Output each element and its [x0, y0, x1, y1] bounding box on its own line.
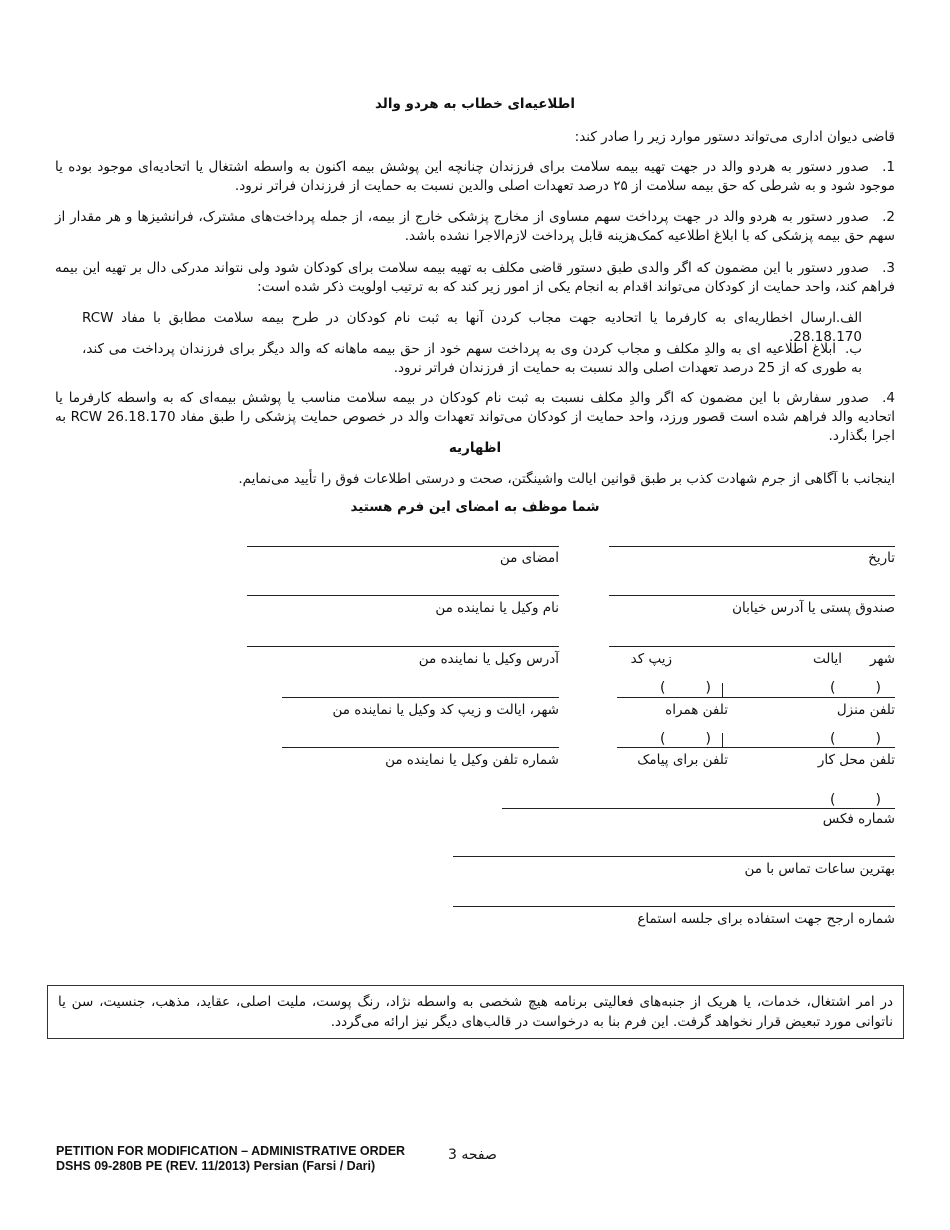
item-1 [55, 158, 895, 196]
city-label: شهر [870, 651, 895, 667]
work-phone-area-code: ( ) [830, 731, 881, 747]
attorney-name-label: نام وکیل یا نماینده من [435, 600, 559, 616]
intro-text: قاضی دیوان اداری می‌تواند دستور موارد زیر را صادر کند: [574, 129, 895, 145]
notice-title: اطلاعیه‌ای خطاب به هردو والد [374, 96, 576, 112]
item-4-number: 4. [882, 390, 895, 406]
signature-line[interactable] [247, 546, 559, 547]
page-number: صفحه 3 [448, 1147, 497, 1163]
street-address-label: صندوق پستی یا آدرس خیابان [732, 600, 895, 616]
fax-area-code: ( ) [830, 792, 881, 808]
fax-line[interactable] [502, 808, 895, 809]
best-hours-label: بهترین ساعات تماس با من [744, 861, 895, 877]
attorney-phone-label: شماره تلفن وکیل یا نماینده من [385, 752, 559, 768]
footer-form-number: DSHS 09-280B PE (REV. 11/2013) Persian (Farsi / Dari) [56, 1159, 376, 1173]
mobile-phone-label: تلفن همراه [665, 702, 728, 718]
attorney-city-state-zip-line[interactable] [282, 697, 559, 698]
nondiscrimination-notice: در امر اشتغال، خدمات، یا هریک از جنبه‌های فعالیتی برنامه هیچ شخصی به واسطه نژاد، رنگ پوست، ملیت اصلی، عقاید، مذهب، جنسیت، سن یا ناتوانی مورد تبعیض قرار نخواهد گرفت. این فرم بنا به درخواست در قالب‌های دیگر نیز ارائه می‌گردد. [47, 985, 904, 1039]
item-4 [55, 389, 895, 446]
mobile-phone-line[interactable] [617, 697, 722, 698]
attorney-address-line[interactable] [247, 646, 559, 647]
attorney-city-state-zip-label: شهر، ایالت و زیپ کد وکیل یا نماینده من [332, 702, 559, 718]
footer-form-info [56, 1144, 405, 1174]
date-label: تاریخ [868, 550, 895, 566]
city-state-zip-line[interactable] [609, 646, 895, 647]
declaration-text: اینجانب با آگاهی از جرم شهادت کذب بر طبق قوانین ایالت واشینگتن، صحت و درستی اطلاعات فوق را تأیید می‌نمایم. [238, 471, 895, 487]
home-phone-label: تلفن منزل [836, 702, 895, 718]
work-phone-label: تلفن محل کار [817, 752, 895, 768]
subitem-a-label: الف. [835, 310, 862, 326]
item-4-text: صدور سفارش با این مضمون که اگر والدِ مکلف نسبت به ثبت نام کودکان در بیمه سلامت مناسب یا پوشش بیمه‌ای که به واسطه کارفرما یا اتحادیه والد فراهم شده است قصور ورزد، واحد حمایت از کودکان می‌تواند تعهدات والد در خصوص حمایت پزشکی را طبق مفاد RCW 26.18.170 به اجرا بگذارد. [55, 390, 895, 444]
item-2 [55, 208, 895, 246]
zip-label: زیپ کد [630, 651, 672, 667]
item-3-number: 3. [882, 260, 895, 276]
item-2-number: 2. [882, 209, 895, 225]
signature-label: امضای من [499, 550, 559, 566]
declaration-title: اظهاریه [448, 440, 502, 456]
sign-required-text: شما موظف به امضای این فرم هستید [350, 499, 600, 515]
state-label: ایالت [813, 651, 842, 667]
message-phone-area-code: ( ) [660, 731, 711, 747]
home-phone-line[interactable] [722, 697, 895, 698]
subitem-b [82, 340, 862, 378]
home-phone-area-code: ( ) [830, 680, 881, 696]
attorney-name-line[interactable] [247, 595, 559, 596]
attorney-phone-line[interactable] [282, 747, 559, 748]
item-1-number: 1. [882, 159, 895, 175]
hearing-number-line[interactable] [453, 906, 895, 907]
item-1-text: صدور دستور به هردو والد در جهت تهیه بیمه سلامت برای فرزندان چنانچه این پوشش بیمه اکنون به واسطه اشتغال یا اتحادیه‌ای موجود بوده یا موجود شود و به شرطی که حق بیمه سلامت از ۲۵ درصد تعهدات اصلی والدین نسبت به حمایت از فرزندان فراتر نرود. [55, 159, 895, 194]
footer-form-title: PETITION FOR MODIFICATION – ADMINISTRATIVE ORDER [56, 1144, 406, 1158]
subitem-b-label: ب. [844, 341, 862, 357]
message-phone-label: تلفن برای پیامک [637, 752, 728, 768]
best-hours-line[interactable] [453, 856, 895, 857]
mobile-phone-area-code: ( ) [660, 680, 711, 696]
hearing-number-label: شماره ارجح جهت استفاده برای جلسه استماع [637, 911, 895, 927]
item-3-text: صدور دستور با این مضمون که اگر والدی طبق دستور قاضی مکلف به تهیه بیمه سلامت برای کودکان شود ولی نتواند مدرکی دال بر تهیه این بیمه فراهم کند، واحد حمایت از کودکان می‌تواند اقدام به انجام یکی از امور زیر کند که به ترتیب اولویت ذکر شده است: [55, 260, 895, 295]
work-phone-line[interactable] [722, 747, 895, 748]
message-phone-line[interactable] [617, 747, 722, 748]
fax-label: شماره فکس [822, 811, 895, 827]
attorney-address-label: آدرس وکیل یا نماینده من [418, 651, 559, 667]
street-address-line[interactable] [609, 595, 895, 596]
subitem-b-text: ابلاغ اطلاعیه ای به والدِ مکلف و مجاب کردن وی به پرداخت سهم خود از حق بیمه ماهانه که والد دیگر برای فرزندان پرداخت می کند، به طوری که از 25 درصد تعهدات اصلی والد نسبت به حمایت از فرزندان فراتر نرود. [82, 341, 862, 376]
item-2-text: صدور دستور به هردو والد در جهت پرداخت سهم مساوی از مخارج پزشکی خارج از بیمه، از جمله پرداخت‌های مشترک، فرانشیزها و هر مقدار از سهم حق بیمه پزشکی که با ابلاغ اطلاعیه کمک‌هزینه قابل پرداخت لازم‌الاجرا نشده باشد. [55, 209, 895, 244]
phone-divider [722, 733, 723, 747]
item-3 [55, 259, 895, 297]
phone-divider [722, 683, 723, 697]
subitem-a-text: ارسال اخطاریه‌ای به کارفرما یا اتحادیه جهت مجاب کردن آنها به ثبت نام کودکان در طرح بیمه سلامت مطابق با مفاد RCW 28.18.170. [82, 310, 862, 345]
date-line[interactable] [609, 546, 895, 547]
